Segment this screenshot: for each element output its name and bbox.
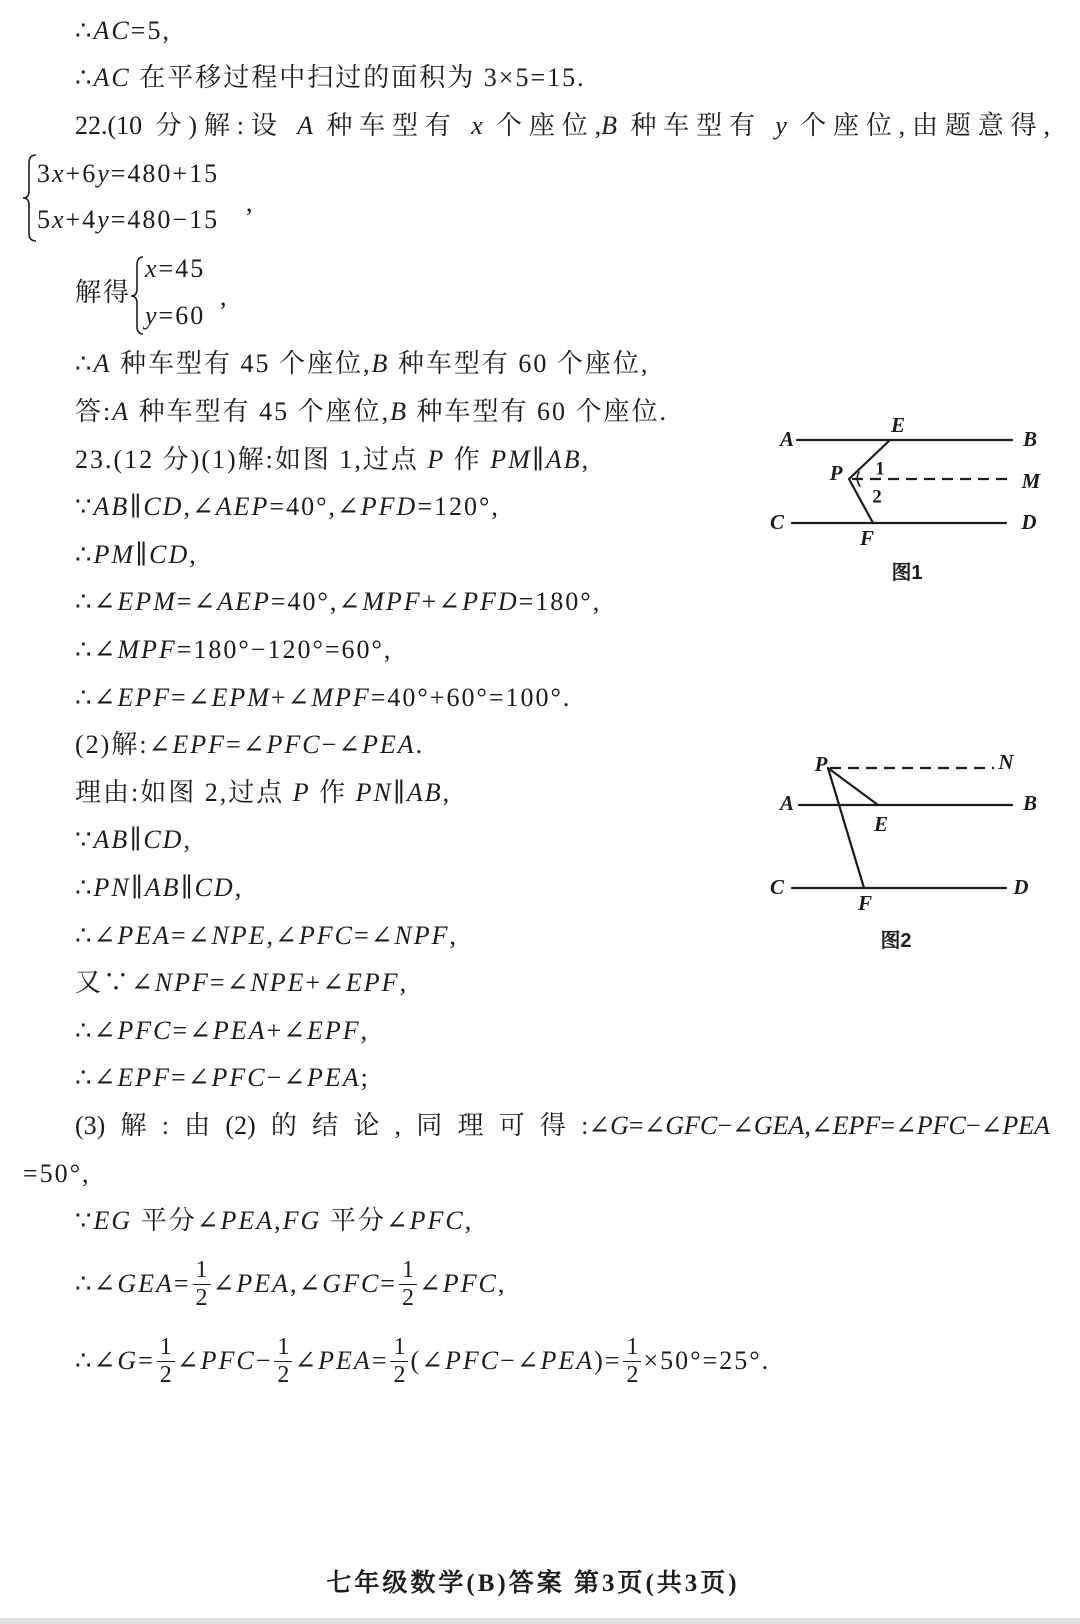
fraction [390,1334,408,1389]
equation-system-row-1: 3x+6y=480+15 [37,159,220,188]
fraction [193,1257,211,1312]
angle-label-1: 1 [875,458,885,480]
q21-line-1: ∴AC=5, [75,16,171,45]
fraction-denominator: 2 [393,1361,406,1388]
figure-2 [770,750,1037,952]
q23-part1-line-6: ∴∠EPF=∠EPM+∠MPF=40°+60°=100°. [75,683,572,712]
figure-1-caption: 图1 [891,562,923,584]
equation-system-row-2: 5x+4y=480−15 [37,205,220,234]
point-label-n: N [998,750,1014,774]
math-text: ∠PFC− [176,1346,273,1375]
q23-part1-line-5: ∴∠MPF=180°−120°=60°, [75,635,393,664]
math-text: ∠PEA,∠GFC= [212,1269,397,1298]
point-label-f: F [859,526,875,550]
segment-p-f [828,768,864,888]
point-label-m: M [1021,469,1041,493]
q22-answer: 答:A 种车型有 45 个座位,B 种车型有 60 个座位. [75,397,669,426]
point-label-a: A [779,427,795,451]
q22-intro: 22.(10 分)解:设 A 种车型有 x 个座位,B 种车型有 y 个座位,由题意得, [75,111,1050,140]
point-label-e: E [890,413,906,437]
point-label-c: C [769,875,785,899]
segment-p-e [828,768,878,805]
point-label-e: E [873,812,889,836]
solve-label: 解得 [75,278,132,307]
q23-part2-line-8: ∴∠EPF=∠PFC−∠PEA; [75,1063,370,1092]
q23-part2-line-4: ∴PN∥AB∥CD, [75,873,244,902]
fraction-denominator: 2 [159,1361,172,1388]
point-label-b: B [1022,427,1038,451]
angle-arc [857,472,860,486]
q23-part1-line-1: 23.(12 分)(1)解:如图 1,过点 P 作 PM∥AB, [75,445,591,474]
math-text: ×50°=25°. [643,1346,771,1375]
segment-e-p-f [849,440,890,523]
q23-part2-line-2: 理由:如图 2,过点 P 作 PN∥AB, [75,778,452,807]
math-text: (∠PFC−∠PEA)= [410,1346,622,1375]
q23-part3-line-3: ∵EG 平分∠PEA,FG 平分∠PFC, [75,1206,474,1235]
q23-part2-line-3: ∵AB∥CD, [75,825,192,854]
q23-part1-line-2: ∵AB∥CD,∠AEP=40°,∠PFD=120°, [75,492,500,521]
solution-row-1: x=45 [145,254,206,283]
q23-part3-line-1: (3)解:由(2)的结论,同理可得:∠G=∠GFC−∠GEA,∠EPF=∠PFC−∠PEA [75,1111,1050,1140]
fraction-denominator: 2 [401,1284,414,1311]
fraction-denominator: 2 [277,1361,290,1388]
solution-brace [131,257,143,334]
q22-conclusion: ∴A 种车型有 45 个座位,B 种车型有 60 个座位, [75,349,650,378]
q23-part3-line-2: =50°, [23,1159,91,1188]
point-label-a: A [779,791,795,815]
q23-part1-line-3: ∴PM∥CD, [75,540,198,569]
fraction-numerator: 1 [623,1334,641,1362]
fraction-numerator: 1 [274,1334,292,1362]
fraction [274,1334,292,1389]
q23-part2-line-7: ∴∠PFC=∠PEA+∠EPF, [75,1016,370,1045]
fraction-numerator: 1 [399,1257,417,1285]
fraction-numerator: 1 [390,1334,408,1362]
figure-2-caption: 图2 [880,930,912,952]
math-text: ∴∠GEA= [75,1269,191,1298]
math-text: ∴∠G= [75,1346,155,1375]
math-text: ∠PFC, [418,1269,507,1298]
q23-part2-line-5: ∴∠PEA=∠NPE,∠PFC=∠NPF, [75,921,459,950]
solution-tail: , [220,282,229,311]
q21-line-2: ∴AC 在平移过程中扫过的面积为 3×5=15. [75,63,586,92]
q23-part3-line-4 [75,1254,506,1314]
q23-part1-line-4: ∴∠EPM=∠AEP=40°,∠MPF+∠PFD=180°, [75,587,602,616]
point-label-p: P [829,461,843,485]
q23-part2-line-6: 又∵∠NPF=∠NPE+∠EPF, [75,968,409,997]
page-bottom-edge [0,1618,1080,1624]
fraction-denominator: 2 [626,1361,639,1388]
q23-part3-line-5 [75,1331,770,1391]
fraction-numerator: 1 [193,1257,211,1285]
equation-system-brace [23,155,36,241]
fraction [623,1334,641,1389]
point-label-c: C [769,510,785,534]
fraction [157,1334,175,1389]
math-text: ∠PEA= [294,1346,389,1375]
point-label-p: P [814,752,828,776]
page-footer: 七年级数学(B)答案 第3页(共3页) [326,1570,740,1597]
equation-system-tail: , [246,188,255,217]
point-label-b: B [1022,791,1038,815]
figure-1 [770,413,1042,584]
angle-label-2: 2 [872,486,882,508]
fraction-denominator: 2 [195,1284,208,1311]
q23-part2-line-1: (2)解:∠EPF=∠PFC−∠PEA. [75,730,425,759]
point-label-d: D [1021,510,1037,534]
fraction [399,1257,417,1312]
point-label-d: D [1013,875,1029,899]
solution-row-2: y=60 [145,301,206,330]
point-label-f: F [857,891,873,915]
fraction-numerator: 1 [157,1334,175,1362]
